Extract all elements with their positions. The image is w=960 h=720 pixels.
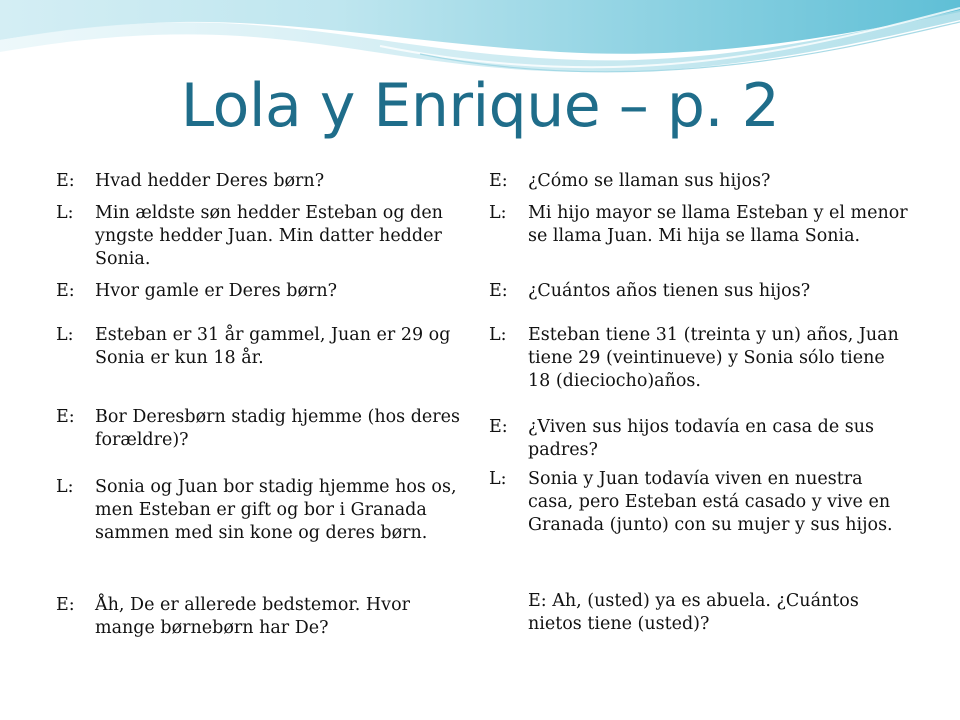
speaker-label: L: (489, 325, 507, 345)
dialogue-text: Åh, De er allerede bedstemor. Hvor mange børnebørn har De? (95, 595, 410, 638)
dialogue-text: ¿Cuántos años tienen sus hijos? (528, 281, 811, 301)
speaker-label: E: (56, 281, 75, 301)
dialogue-line (56, 202, 466, 271)
dialogue-text: Bor Deresbørn stadig hjemme (hos deres forældre)? (95, 407, 460, 450)
speaker-label: L: (489, 469, 507, 489)
dialogue-text: Hvad hedder Deres børn? (95, 171, 325, 191)
dialogue-text: Min ældste søn hedder Esteban og den yngste hedder Juan. Min datter hedder Sonia. (95, 203, 443, 269)
dialogue-text: Esteban tiene 31 (treinta y un) años, Juan tiene 29 (veintinueve) y Sonia sólo tiene 18 (dieciocho)años. (528, 325, 899, 391)
dialogue-text: Sonia y Juan todavía viven en nuestra casa, pero Esteban está casado y vive en Granada (junto) con su mujer y sus hijos. (528, 469, 893, 535)
speaker-label: L: (489, 203, 507, 223)
dialogue-line (489, 170, 909, 193)
dialogue-line (56, 280, 466, 303)
dialogue-line (489, 416, 909, 462)
dialogue-line (56, 406, 466, 452)
dialogue-line (56, 324, 466, 370)
speaker-label: E: (489, 171, 508, 191)
speaker-label: E: (56, 407, 75, 427)
dialogue-text: Hvor gamle er Deres børn? (95, 281, 338, 301)
speaker-label: L: (56, 325, 74, 345)
dialogue-text: Mi hijo mayor se llama Esteban y el menor se llama Juan. Mi hija se llama Sonia. (528, 203, 908, 246)
dialogue-line (489, 280, 909, 303)
dialogue-line (56, 594, 466, 640)
slide-title: Lola y Enrique – p. 2 (180, 71, 780, 141)
dialogue-line (56, 476, 466, 545)
speaker-label: E: (489, 281, 508, 301)
speaker-label: E: (56, 171, 75, 191)
dialogue-line (489, 324, 909, 393)
speaker-label: E: (489, 417, 508, 437)
dialogue-text: Sonia og Juan bor stadig hjemme hos os, men Esteban er gift og bor i Granada sammen med sin kone og deres børn. (95, 477, 457, 543)
speaker-label: L: (56, 477, 74, 497)
dialogue-line (489, 590, 909, 636)
speaker-label: L: (56, 203, 74, 223)
dialogue-line (56, 170, 466, 193)
dialogue-text: E: Ah, (usted) ya es abuela. ¿Cuántos nietos tiene (usted)? (528, 591, 859, 634)
dialogue-text: Esteban er 31 år gammel, Juan er 29 og Sonia er kun 18 år. (95, 325, 451, 368)
dialogue-line (489, 202, 909, 248)
dialogue-text: ¿Cómo se llaman sus hijos? (528, 171, 771, 191)
speaker-label: E: (56, 595, 75, 615)
dialogue-text: ¿Viven sus hijos todavía en casa de sus padres? (528, 417, 874, 460)
dialogue-line (489, 468, 909, 537)
